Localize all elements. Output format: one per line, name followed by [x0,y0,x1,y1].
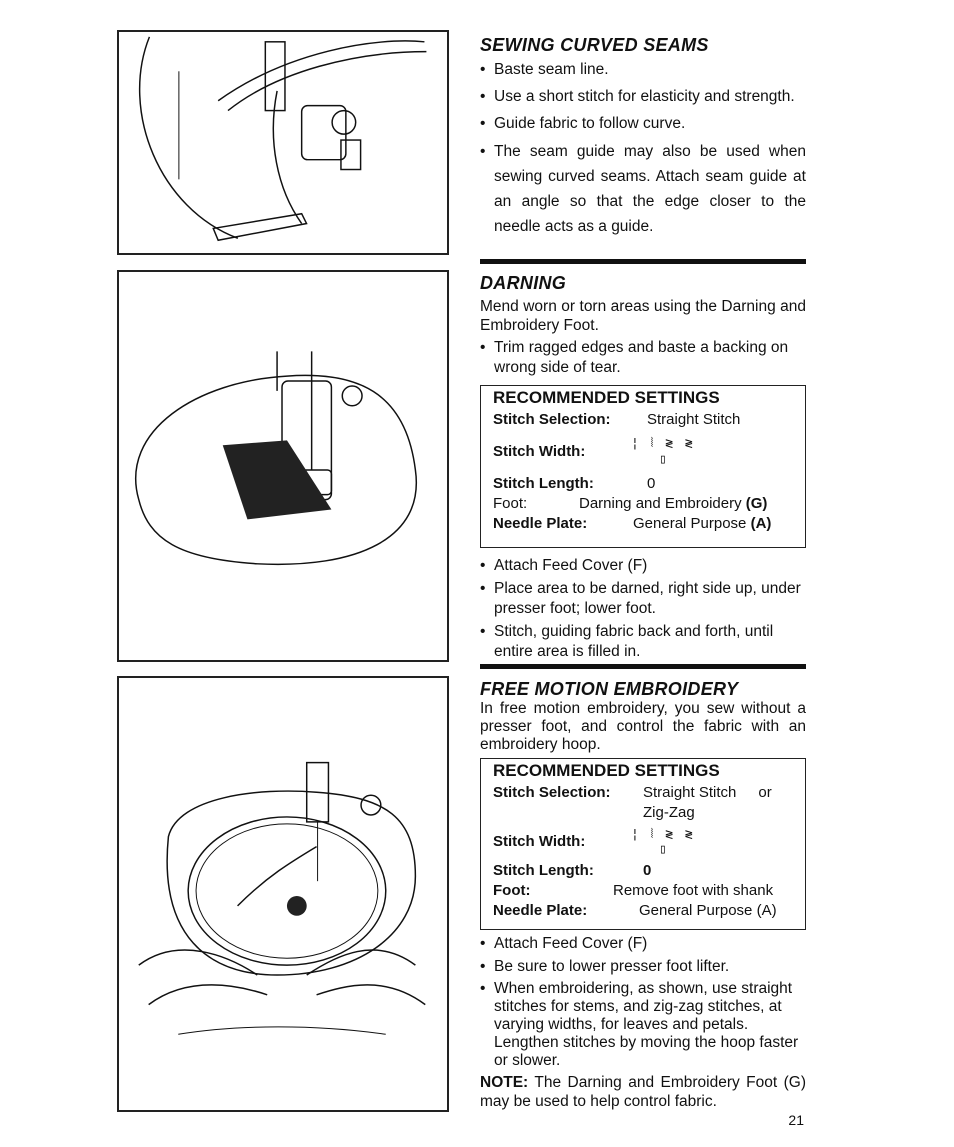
stitch-selection-label: Stitch Selection: [493,784,611,801]
needle-plate-label: Needle Plate: [493,515,588,532]
darning-settings-box [480,385,806,548]
free-motion-bullets [480,934,806,1070]
needle-plate-label: Needle Plate: [493,902,588,919]
darning-intro: Mend worn or torn areas using the Darning and Embroidery Foot. [480,298,806,334]
stitch-length-value: 0 [643,862,652,879]
stitch-selection-row-2 [493,803,795,823]
stitch-length-label: Stitch Length: [493,475,594,492]
stitch-selection-label: Stitch Selection: [493,411,611,428]
divider [480,664,806,669]
list-item: • Baste seam line. [480,58,806,82]
foot-value: Remove foot with shank [613,882,774,899]
stitch-width-label: Stitch Width: [493,833,586,850]
section-title-curved: SEWING CURVED SEAMS [480,35,709,55]
note-label: NOTE: [480,1074,529,1091]
stitch-selection-row [493,783,795,803]
list-item: • Be sure to lower presser foot lifter. [480,957,806,977]
stitch-selection-value: Straight Stitch [647,411,741,428]
list-item: • Use a short stitch for elasticity and strength. [480,85,806,109]
needle-plate-row [493,901,795,921]
stitch-width-icons [631,436,695,468]
width-marker-icon: ▯ [659,452,669,467]
list-item: • Guide fabric to follow curve. [480,112,806,136]
section-curved-seams [480,34,806,242]
stitch-length-row [493,861,795,881]
list-item: • Attach Feed Cover (F) [480,934,806,954]
foot-row [493,881,795,901]
curved-seam-drawing [119,32,447,253]
note [480,1073,806,1111]
illustration-darning [117,270,449,662]
stitch-width-row [493,430,795,474]
page-number: 21 [788,1112,804,1128]
free-motion-steps [480,934,806,1111]
list-item: • Attach Feed Cover (F) [480,556,806,576]
zigzag-width-icon: ¦ ⦚ ≷ ≷ [631,827,695,842]
stitch-length-label: Stitch Length: [493,862,594,879]
stitch-selection-value-2: Zig-Zag [643,804,695,821]
needle-plate-value: General Purpose (A) [639,902,777,919]
darning-bullets-before [480,338,806,378]
needle-plate-value: General Purpose [633,515,747,532]
divider [480,259,806,264]
section-title-darning: DARNING [480,273,567,293]
note-text: The Darning and Embroidery Foot (G) may be used to help control fabric. [480,1074,806,1110]
list-item: • Place area to be darned, right side up, under presser foot; lower foot. [480,579,806,619]
needle-plate-row [493,514,795,534]
list-item: • The seam guide may also be used when sewing curved seams. Attach seam guide at an angle so that the edge closer to the needle acts as a guide. [480,139,806,239]
list-item: • Stitch, guiding fabric back and forth, until entire area is filled in. [480,622,806,662]
list-item: • When embroidering, as shown, use straight stitches for stems, and zig-zag stitches, at varying widths, for leaves and petals. Lengthen stitches by moving the hoop faster or slower. [480,980,806,1070]
foot-label: Foot: [493,495,528,512]
foot-row [493,494,795,514]
darning-steps [480,556,806,665]
foot-value: Darning and Embroidery [579,495,742,512]
stitch-width-label: Stitch Width: [493,443,586,460]
free-motion-settings-box [480,758,806,930]
free-motion-intro: In free motion embroidery, you sew without a presser foot, and control the fabric with an embroidery hoop. [480,700,806,753]
foot-label: Foot: [493,882,531,899]
section-darning [480,272,806,381]
zigzag-width-icon: ¦ ⦚ ≷ ≷ [631,436,695,451]
stitch-selection-or: or [758,784,772,801]
stitch-selection-row [493,410,795,430]
stitch-selection-value: Straight Stitch [643,784,737,801]
illustration-free-motion [117,676,449,1112]
settings-title: RECOMMENDED SETTINGS [493,388,720,407]
list-item: • Trim ragged edges and baste a backing on wrong side of tear. [480,338,806,378]
settings-title: RECOMMENDED SETTINGS [493,761,720,780]
width-marker-icon: ▯ [659,842,669,857]
stitch-length-value: 0 [647,475,656,492]
darning-drawing [119,272,447,660]
section-free-motion [480,678,806,754]
foot-code: (G) [745,495,768,512]
darning-bullets-after [480,556,806,662]
free-motion-drawing [119,678,447,1110]
needle-plate-code: (A) [750,515,772,532]
section-title-free-motion: FREE MOTION EMBROIDERY [480,679,739,699]
stitch-width-icons [631,827,695,857]
stitch-width-row [493,823,795,861]
stitch-length-row [493,474,795,494]
illustration-curved-seam [117,30,449,255]
curved-bullets [480,58,806,239]
